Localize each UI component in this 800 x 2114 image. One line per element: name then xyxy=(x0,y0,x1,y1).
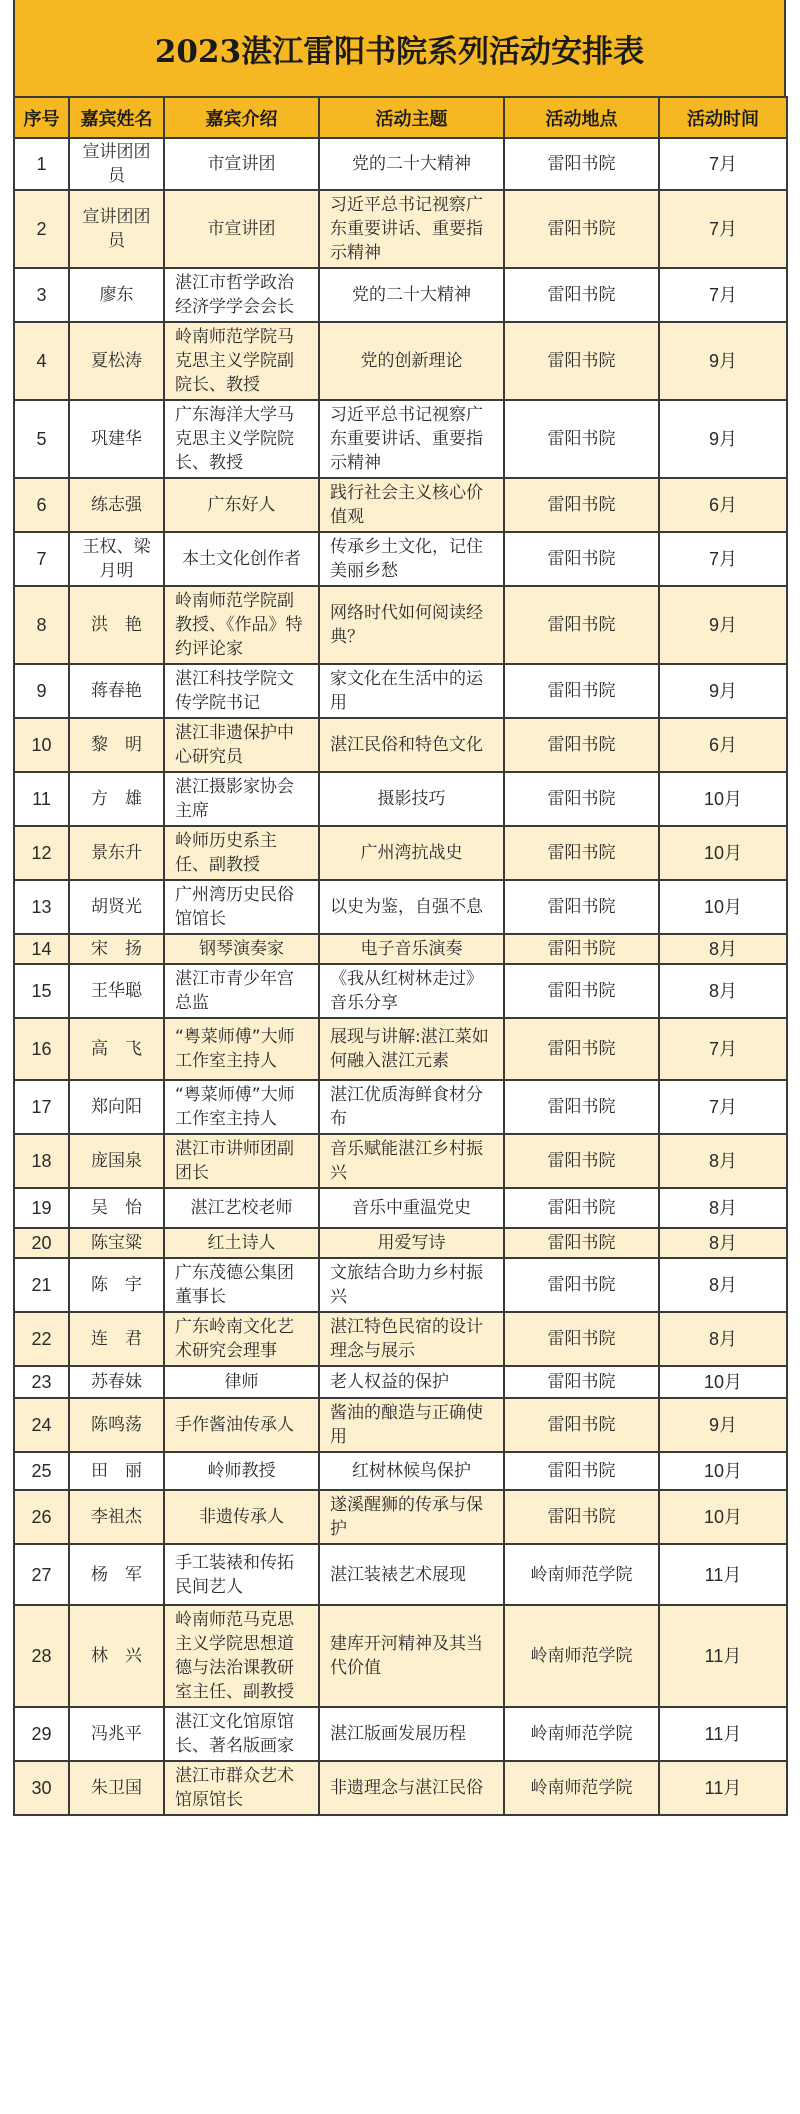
activity-time: 7月 xyxy=(659,1080,787,1134)
activity-time: 11月 xyxy=(659,1544,787,1605)
activity-time: 7月 xyxy=(659,268,787,322)
table-row xyxy=(14,322,787,400)
activity-place: 雷阳书院 xyxy=(504,1018,659,1080)
guest-name: 宣讲团团员 xyxy=(69,190,164,268)
table-row xyxy=(14,190,787,268)
row-number: 9 xyxy=(14,664,69,718)
activity-place: 雷阳书院 xyxy=(504,1188,659,1228)
table-row xyxy=(14,1366,787,1398)
guest-intro: 广东海洋大学马克思主义学院院长、教授 xyxy=(164,400,319,478)
activity-place: 雷阳书院 xyxy=(504,322,659,400)
table-row xyxy=(14,772,787,826)
row-number: 12 xyxy=(14,826,69,880)
activity-time: 10月 xyxy=(659,1452,787,1490)
guest-intro: 律师 xyxy=(164,1366,319,1398)
guest-name: 洪 艳 xyxy=(69,586,164,664)
activity-place: 岭南师范学院 xyxy=(504,1605,659,1707)
row-number: 8 xyxy=(14,586,69,664)
guest-intro: 湛江市群众艺术馆原馆长 xyxy=(164,1761,319,1815)
guest-intro: 湛江科技学院文传学院书记 xyxy=(164,664,319,718)
activity-time: 8月 xyxy=(659,964,787,1018)
row-number: 16 xyxy=(14,1018,69,1080)
guest-name: 林 兴 xyxy=(69,1605,164,1707)
col-header-number: 序号 xyxy=(14,97,69,138)
guest-name: 廖东 xyxy=(69,268,164,322)
activity-time: 7月 xyxy=(659,190,787,268)
guest-intro: 广东好人 xyxy=(164,478,319,532)
activity-time: 8月 xyxy=(659,1258,787,1312)
guest-name: 陈 宇 xyxy=(69,1258,164,1312)
table-row xyxy=(14,718,787,772)
activity-place: 岭南师范学院 xyxy=(504,1544,659,1605)
guest-name: 巩建华 xyxy=(69,400,164,478)
guest-name: 陈鸣荡 xyxy=(69,1398,164,1452)
activity-place: 雷阳书院 xyxy=(504,138,659,190)
row-number: 15 xyxy=(14,964,69,1018)
activity-place: 雷阳书院 xyxy=(504,934,659,964)
guest-name: 吴 怡 xyxy=(69,1188,164,1228)
guest-intro: 红土诗人 xyxy=(164,1228,319,1258)
guest-intro: 湛江文化馆原馆长、著名版画家 xyxy=(164,1707,319,1761)
activity-time: 6月 xyxy=(659,718,787,772)
col-header-guest-name: 嘉宾姓名 xyxy=(69,97,164,138)
table-row xyxy=(14,586,787,664)
guest-intro: 湛江摄影家协会主席 xyxy=(164,772,319,826)
activity-topic: 非遗理念与湛江民俗 xyxy=(319,1761,504,1815)
activity-time: 10月 xyxy=(659,880,787,934)
activity-place: 雷阳书院 xyxy=(504,1312,659,1366)
row-number: 30 xyxy=(14,1761,69,1815)
activity-topic: 湛江装裱艺术展现 xyxy=(319,1544,504,1605)
activity-time: 9月 xyxy=(659,664,787,718)
activity-place: 雷阳书院 xyxy=(504,1490,659,1544)
col-header-activity-place: 活动地点 xyxy=(504,97,659,138)
activity-time: 7月 xyxy=(659,532,787,586)
guest-intro: 广州湾历史民俗馆馆长 xyxy=(164,880,319,934)
guest-name: 练志强 xyxy=(69,478,164,532)
activity-place: 雷阳书院 xyxy=(504,1366,659,1398)
table-row xyxy=(14,1188,787,1228)
activity-place: 雷阳书院 xyxy=(504,1080,659,1134)
activity-place: 雷阳书院 xyxy=(504,772,659,826)
activity-time: 9月 xyxy=(659,1398,787,1452)
guest-intro: 广东茂德公集团董事长 xyxy=(164,1258,319,1312)
guest-name: 景东升 xyxy=(69,826,164,880)
guest-intro: 本土文化创作者 xyxy=(164,532,319,586)
guest-name: 高 飞 xyxy=(69,1018,164,1080)
row-number: 25 xyxy=(14,1452,69,1490)
guest-intro: 湛江市讲师团副团长 xyxy=(164,1134,319,1188)
guest-name: 朱卫国 xyxy=(69,1761,164,1815)
row-number: 2 xyxy=(14,190,69,268)
table-row xyxy=(14,400,787,478)
table-row xyxy=(14,826,787,880)
activity-time: 9月 xyxy=(659,586,787,664)
activity-place: 雷阳书院 xyxy=(504,268,659,322)
table-row xyxy=(14,1761,787,1815)
row-number: 1 xyxy=(14,138,69,190)
activity-place: 雷阳书院 xyxy=(504,1258,659,1312)
activity-topic: 遂溪醒狮的传承与保护 xyxy=(319,1490,504,1544)
row-number: 10 xyxy=(14,718,69,772)
activity-place: 雷阳书院 xyxy=(504,1228,659,1258)
table-row xyxy=(14,478,787,532)
activity-time: 7月 xyxy=(659,1018,787,1080)
activity-place: 雷阳书院 xyxy=(504,1134,659,1188)
row-number: 11 xyxy=(14,772,69,826)
guest-intro: 手作酱油传承人 xyxy=(164,1398,319,1452)
table-row xyxy=(14,1134,787,1188)
row-number: 26 xyxy=(14,1490,69,1544)
guest-intro: 钢琴演奏家 xyxy=(164,934,319,964)
table-row xyxy=(14,268,787,322)
table-row xyxy=(14,1258,787,1312)
table-row xyxy=(14,1080,787,1134)
activity-topic: 践行社会主义核心价值观 xyxy=(319,478,504,532)
guest-name: 黎 明 xyxy=(69,718,164,772)
activity-place: 雷阳书院 xyxy=(504,532,659,586)
guest-intro: “粤菜师傅”大师工作室主持人 xyxy=(164,1018,319,1080)
table-row xyxy=(14,1490,787,1544)
sheet-title: 2023湛江雷阳书院系列活动安排表 xyxy=(13,0,786,96)
table-row xyxy=(14,1312,787,1366)
schedule-sheet xyxy=(13,0,786,1816)
activity-time: 10月 xyxy=(659,772,787,826)
activity-place: 岭南师范学院 xyxy=(504,1707,659,1761)
row-number: 24 xyxy=(14,1398,69,1452)
guest-name: 胡贤光 xyxy=(69,880,164,934)
guest-name: 庞国泉 xyxy=(69,1134,164,1188)
activity-place: 雷阳书院 xyxy=(504,664,659,718)
schedule-table xyxy=(13,96,788,1816)
guest-intro: 市宣讲团 xyxy=(164,138,319,190)
guest-intro: 湛江市青少年宫总监 xyxy=(164,964,319,1018)
activity-topic: 传承乡土文化，记住美丽乡愁 xyxy=(319,532,504,586)
table-row xyxy=(14,1018,787,1080)
activity-topic: 文旅结合助力乡村振兴 xyxy=(319,1258,504,1312)
col-header-activity-topic: 活动主题 xyxy=(319,97,504,138)
activity-topic: 音乐中重温党史 xyxy=(319,1188,504,1228)
row-number: 4 xyxy=(14,322,69,400)
activity-time: 11月 xyxy=(659,1605,787,1707)
guest-name: 蒋春艳 xyxy=(69,664,164,718)
table-row xyxy=(14,1605,787,1707)
activity-topic: 老人权益的保护 xyxy=(319,1366,504,1398)
row-number: 21 xyxy=(14,1258,69,1312)
table-row xyxy=(14,1452,787,1490)
row-number: 28 xyxy=(14,1605,69,1707)
table-row xyxy=(14,664,787,718)
activity-time: 8月 xyxy=(659,1188,787,1228)
row-number: 14 xyxy=(14,934,69,964)
row-number: 29 xyxy=(14,1707,69,1761)
activity-topic: 湛江优质海鲜食材分布 xyxy=(319,1080,504,1134)
col-header-guest-intro: 嘉宾介绍 xyxy=(164,97,319,138)
guest-intro: 非遗传承人 xyxy=(164,1490,319,1544)
table-row xyxy=(14,964,787,1018)
row-number: 3 xyxy=(14,268,69,322)
table-row xyxy=(14,1544,787,1605)
activity-topic: 电子音乐演奏 xyxy=(319,934,504,964)
row-number: 20 xyxy=(14,1228,69,1258)
activity-topic: 党的二十大精神 xyxy=(319,138,504,190)
table-row xyxy=(14,1398,787,1452)
guest-name: 宣讲团团员 xyxy=(69,138,164,190)
guest-intro: 岭师教授 xyxy=(164,1452,319,1490)
activity-topic: 习近平总书记视察广东重要讲话、重要指示精神 xyxy=(319,190,504,268)
row-number: 7 xyxy=(14,532,69,586)
guest-name: 杨 军 xyxy=(69,1544,164,1605)
activity-topic: 湛江特色民宿的设计理念与展示 xyxy=(319,1312,504,1366)
table-row xyxy=(14,138,787,190)
activity-place: 雷阳书院 xyxy=(504,478,659,532)
activity-time: 8月 xyxy=(659,934,787,964)
row-number: 13 xyxy=(14,880,69,934)
activity-topic: 以史为鉴，自强不息 xyxy=(319,880,504,934)
guest-name: 王权、梁月明 xyxy=(69,532,164,586)
activity-place: 雷阳书院 xyxy=(504,880,659,934)
activity-place: 雷阳书院 xyxy=(504,718,659,772)
table-row xyxy=(14,1228,787,1258)
guest-name: 李祖杰 xyxy=(69,1490,164,1544)
guest-intro: 岭南师范马克思主义学院思想道德与法治课教研室主任、副教授 xyxy=(164,1605,319,1707)
activity-time: 10月 xyxy=(659,1490,787,1544)
guest-name: 郑向阳 xyxy=(69,1080,164,1134)
activity-time: 10月 xyxy=(659,826,787,880)
guest-intro: 湛江艺校老师 xyxy=(164,1188,319,1228)
guest-intro: 岭师历史系主任、副教授 xyxy=(164,826,319,880)
activity-topic: 展现与讲解:湛江菜如何融入湛江元素 xyxy=(319,1018,504,1080)
table-row xyxy=(14,532,787,586)
header-row xyxy=(14,97,787,138)
activity-place: 雷阳书院 xyxy=(504,586,659,664)
activity-topic: 家文化在生活中的运用 xyxy=(319,664,504,718)
activity-topic: 用爱写诗 xyxy=(319,1228,504,1258)
activity-place: 岭南师范学院 xyxy=(504,1761,659,1815)
activity-time: 8月 xyxy=(659,1134,787,1188)
activity-topic: 音乐赋能湛江乡村振兴 xyxy=(319,1134,504,1188)
activity-topic: 建库开河精神及其当代价值 xyxy=(319,1605,504,1707)
guest-intro: 湛江市哲学政治经济学学会会长 xyxy=(164,268,319,322)
table-row xyxy=(14,880,787,934)
activity-topic: 《我从红树林走过》音乐分享 xyxy=(319,964,504,1018)
activity-place: 雷阳书院 xyxy=(504,1398,659,1452)
activity-time: 8月 xyxy=(659,1312,787,1366)
activity-place: 雷阳书院 xyxy=(504,964,659,1018)
guest-name: 冯兆平 xyxy=(69,1707,164,1761)
activity-time: 8月 xyxy=(659,1228,787,1258)
guest-intro: 岭南师范学院副教授、《作品》特约评论家 xyxy=(164,586,319,664)
row-number: 17 xyxy=(14,1080,69,1134)
activity-topic: 湛江民俗和特色文化 xyxy=(319,718,504,772)
row-number: 27 xyxy=(14,1544,69,1605)
activity-place: 雷阳书院 xyxy=(504,190,659,268)
guest-name: 方 雄 xyxy=(69,772,164,826)
activity-topic: 广州湾抗战史 xyxy=(319,826,504,880)
activity-topic: 习近平总书记视察广东重要讲话、重要指示精神 xyxy=(319,400,504,478)
activity-time: 7月 xyxy=(659,138,787,190)
activity-topic: 红树林候鸟保护 xyxy=(319,1452,504,1490)
activity-time: 9月 xyxy=(659,400,787,478)
guest-name: 陈宝粱 xyxy=(69,1228,164,1258)
table-row xyxy=(14,934,787,964)
activity-time: 11月 xyxy=(659,1761,787,1815)
guest-intro: “粤菜师傅”大师工作室主持人 xyxy=(164,1080,319,1134)
activity-time: 6月 xyxy=(659,478,787,532)
table-row xyxy=(14,1707,787,1761)
guest-name: 夏松涛 xyxy=(69,322,164,400)
row-number: 18 xyxy=(14,1134,69,1188)
guest-intro: 市宣讲团 xyxy=(164,190,319,268)
row-number: 5 xyxy=(14,400,69,478)
activity-topic: 湛江版画发展历程 xyxy=(319,1707,504,1761)
guest-name: 田 丽 xyxy=(69,1452,164,1490)
activity-place: 雷阳书院 xyxy=(504,826,659,880)
activity-place: 雷阳书院 xyxy=(504,400,659,478)
activity-time: 9月 xyxy=(659,322,787,400)
row-number: 6 xyxy=(14,478,69,532)
activity-place: 雷阳书院 xyxy=(504,1452,659,1490)
guest-name: 王华聪 xyxy=(69,964,164,1018)
guest-intro: 湛江非遗保护中心研究员 xyxy=(164,718,319,772)
activity-topic: 摄影技巧 xyxy=(319,772,504,826)
row-number: 19 xyxy=(14,1188,69,1228)
guest-name: 苏春妹 xyxy=(69,1366,164,1398)
guest-intro: 广东岭南文化艺术研究会理事 xyxy=(164,1312,319,1366)
guest-name: 宋 扬 xyxy=(69,934,164,964)
col-header-activity-time: 活动时间 xyxy=(659,97,787,138)
activity-topic: 网络时代如何阅读经典？ xyxy=(319,586,504,664)
row-number: 23 xyxy=(14,1366,69,1398)
activity-topic: 党的二十大精神 xyxy=(319,268,504,322)
activity-time: 11月 xyxy=(659,1707,787,1761)
activity-topic: 酱油的酿造与正确使用 xyxy=(319,1398,504,1452)
activity-time: 10月 xyxy=(659,1366,787,1398)
row-number: 22 xyxy=(14,1312,69,1366)
guest-intro: 手工装裱和传拓民间艺人 xyxy=(164,1544,319,1605)
activity-topic: 党的创新理论 xyxy=(319,322,504,400)
guest-intro: 岭南师范学院马克思主义学院副院长、教授 xyxy=(164,322,319,400)
guest-name: 连 君 xyxy=(69,1312,164,1366)
